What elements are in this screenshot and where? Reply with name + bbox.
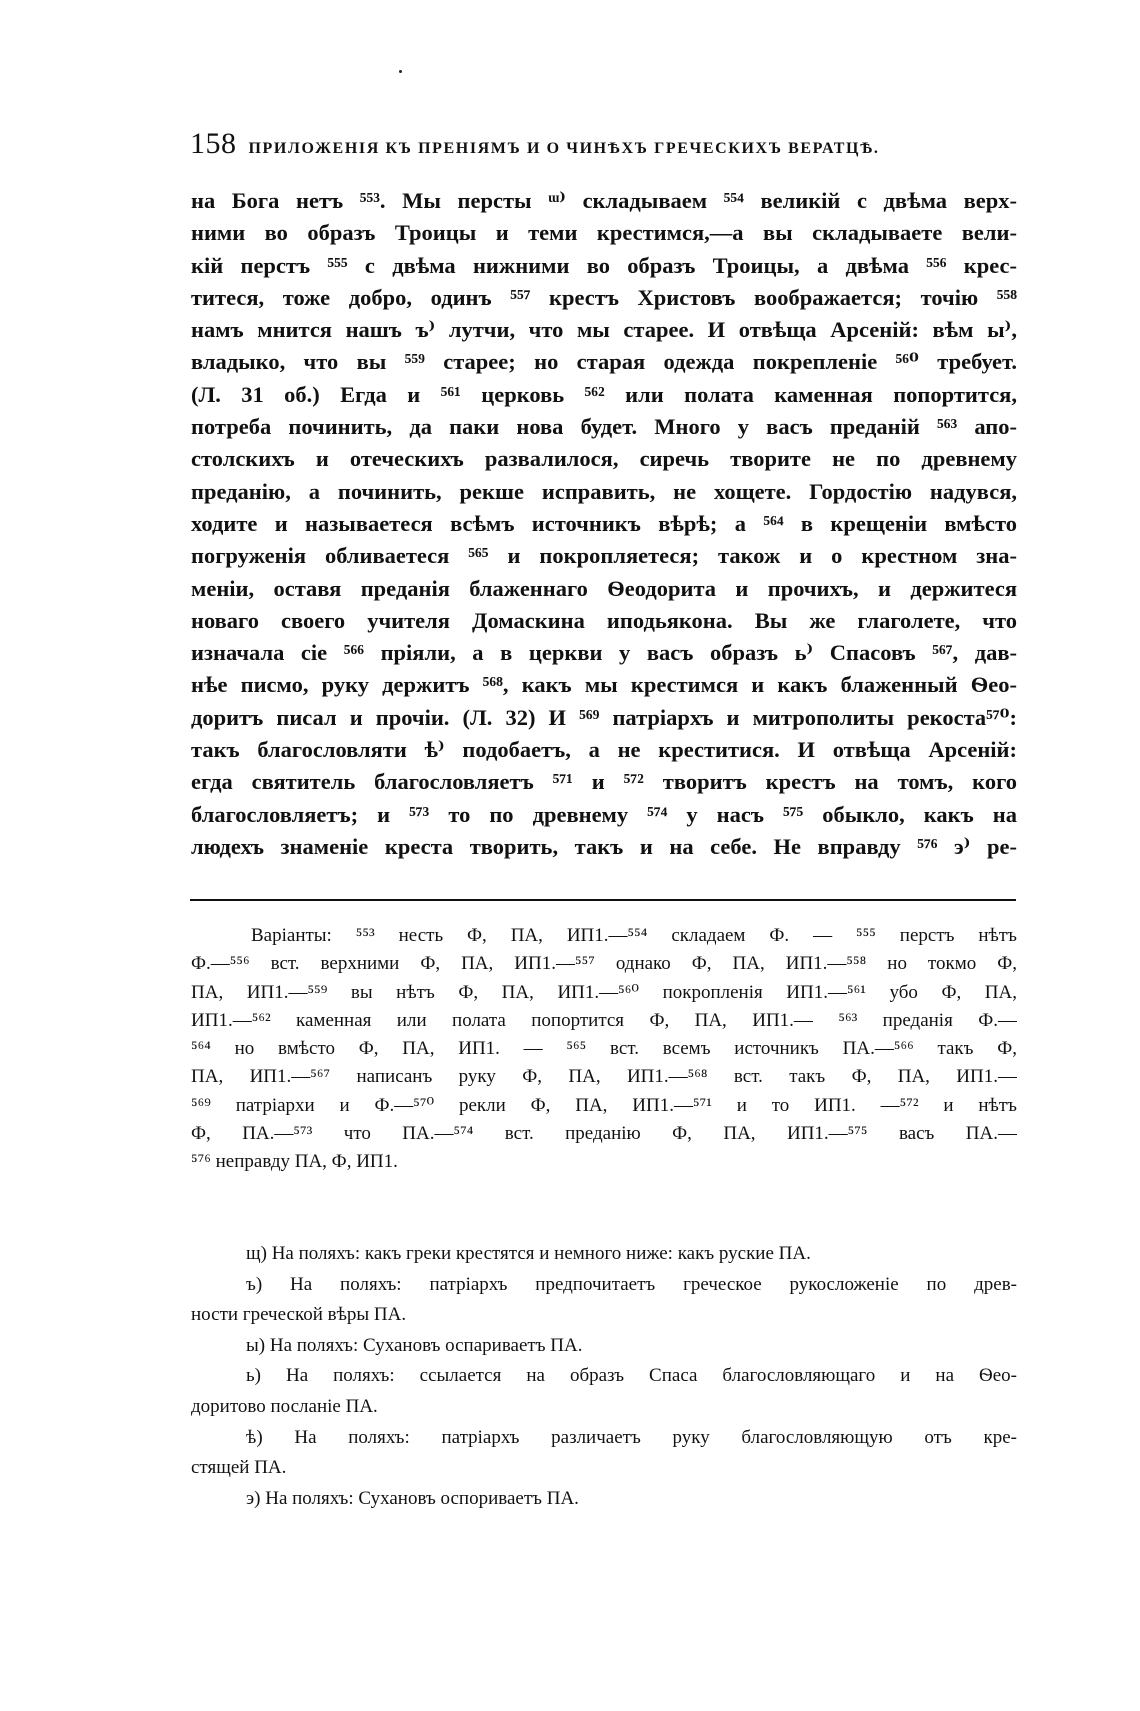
text-line: погруженія обливаетеся ⁵⁶⁵ и покропляетеся; також и о крестном зна- xyxy=(191,543,1017,569)
footnote xyxy=(191,1270,1017,1331)
footnote-divider xyxy=(190,899,1016,901)
footnote xyxy=(191,1239,1017,1270)
text-line: владыко, что вы ⁵⁵⁹ старее; но старая одежда покрепленіе ⁵⁶⁰ требует. xyxy=(191,349,1017,375)
text-line: егда святитель благословляетъ ⁵⁷¹ и ⁵⁷² творитъ крестъ на томъ, кого xyxy=(191,769,1017,795)
variants-line: ⁵⁶⁹ патріархи и Ф.—⁵⁷⁰ рекли Ф, ПА, ИП1.—⁵⁷¹ и то ИП1. —⁵⁷² и нѣтъ xyxy=(191,1094,1017,1116)
text-line: преданію, а починить, рекше исправить, не хощете. Гордостію надувся, xyxy=(191,478,1017,504)
text-line: на Бога нетъ ⁵⁵³. Мы персты ᵚ⁾ складываем ⁵⁵⁴ великій с двѣма верх- xyxy=(191,188,1017,213)
footnote-line: ности греческой вѣры ПА. xyxy=(191,1304,407,1326)
footnote xyxy=(191,1361,1017,1422)
footnote-line: э) На поляхъ: Сухановъ оспориваетъ ПА. xyxy=(246,1487,579,1509)
variants-line: Ф.—⁵⁵⁶ вст. верхними Ф, ПА, ИП1.—⁵⁵⁷ однако Ф, ПА, ИП1.—⁵⁵⁸ но токмо Ф, xyxy=(191,953,1017,975)
footnote-line: ъ) На поляхъ: патріархъ предпочитаетъ греческое рукосложеніе по древ- xyxy=(246,1273,1017,1295)
footnote-line: ѣ) На поляхъ: патріархъ различаетъ руку благословляющую отъ кре- xyxy=(246,1426,1017,1448)
text-line: ними во образъ Троицы и теми крестимся,—а вы складываете вели- xyxy=(191,220,1017,246)
text-line: титеся, тоже добро, одинъ ⁵⁵⁷ крестъ Христовъ воображается; точію ⁵⁵⁸ xyxy=(191,284,1017,310)
text-line: потреба починить, да паки нова будет. Много у васъ преданій ⁵⁶³ апо- xyxy=(191,414,1017,440)
text-line: людехъ знаменіе креста творить, такъ и на себе. Не вправду ⁵⁷⁶ э⁾ ре- xyxy=(191,833,1017,859)
running-title: ПРИЛОЖЕНІЯ КЪ ПРЕНІЯМЪ И О ЧИНѢХЪ ГРЕЧЕСКИХЪ ВЕРАТЦѢ. xyxy=(248,140,880,157)
page-number: 158 xyxy=(190,127,237,160)
text-line: изначала сіе ⁵⁶⁶ пріяли, а в церкви у васъ образъ ь⁾ Спасовъ ⁵⁶⁷, дав- xyxy=(191,640,1017,666)
text-line: столскихъ и отеческихъ развалилося, сиречь творите не по древнему xyxy=(191,446,1017,472)
footnote-line: ь) На поляхъ: ссылается на образъ Спаса благословляющаго и на Ѳео- xyxy=(246,1365,1017,1387)
text-line: доритъ писал и прочіи. (Л. 32) И ⁵⁶⁹ патріархъ и митрополиты рекоста⁵⁷⁰: xyxy=(191,704,1017,730)
variants-line: ПА, ИП1.—⁵⁶⁷ написанъ руку Ф, ПА, ИП1.—⁵⁶⁸ вст. такъ Ф, ПА, ИП1.— xyxy=(191,1066,1017,1088)
footnote xyxy=(191,1423,1017,1484)
footnote-line: щ) На поляхъ: какъ греки крестятся и немного ниже: какъ руские ПА. xyxy=(246,1243,811,1264)
footnote-line: стящей ПА. xyxy=(191,1457,287,1479)
marginal-footnotes xyxy=(191,1239,1017,1514)
footnote-line: доритово посланіе ПА. xyxy=(191,1395,378,1417)
running-header xyxy=(190,127,1015,161)
variants-line: ИП1.—⁵⁶² каменная или полата попортится Ф, ПА, ИП1.— ⁵⁶³ преданія Ф.— xyxy=(191,1009,1017,1031)
main-text xyxy=(191,185,1017,863)
variants-line: ⁵⁷⁶ неправду ПА, Ф, ИП1. xyxy=(191,1151,398,1173)
variants-line: ⁵⁶⁴ но вмѣсто Ф, ПА, ИП1. — ⁵⁶⁵ вст. всемъ источникъ ПА.—⁵⁶⁶ такъ Ф, xyxy=(191,1038,1017,1060)
footnote xyxy=(191,1484,1017,1515)
variants-line: Ф, ПА.—⁵⁷³ что ПА.—⁵⁷⁴ вст. преданію Ф, ПА, ИП1.—⁵⁷⁵ васъ ПА.— xyxy=(191,1123,1017,1145)
text-line: благословляетъ; и ⁵⁷³ то по древнему ⁵⁷⁴ у насъ ⁵⁷⁵ обыкло, какъ на xyxy=(191,801,1017,827)
footnote xyxy=(191,1331,1017,1362)
footnote-line: ы) На поляхъ: Сухановъ оспариваетъ ПА. xyxy=(246,1334,583,1356)
text-line: нѣе писмо, руку держитъ ⁵⁶⁸, какъ мы крестимся и какъ блаженный Ѳео- xyxy=(191,672,1017,698)
text-line: ходите и называетеся всѣмъ источникъ вѣрѣ; а ⁵⁶⁴ в крещеніи вмѣсто xyxy=(191,510,1017,536)
text-line: (Л. 31 об.) Егда и ⁵⁶¹ церковь ⁵⁶² или полата каменная попортится, xyxy=(191,381,1017,407)
variants-line: Варіанты: ⁵⁵³ несть Ф, ПА, ИП1.—⁵⁵⁴ складаем Ф. — ⁵⁵⁵ перстъ нѣтъ xyxy=(251,925,1017,946)
ink-dot xyxy=(399,70,402,73)
text-line: намъ мнится нашъ ъ⁾ лутчи, что мы старее. И отвѣща Арсеній: вѣм ы⁾, xyxy=(191,317,1017,343)
text-line: такъ благословляти ѣ⁾ подобаетъ, а не креститися. И отвѣща Арсеній: xyxy=(191,737,1017,763)
text-line: меніи, оставя преданія блаженнаго Ѳеодорита и прочихъ, и держитеся xyxy=(191,575,1017,601)
text-line: новаго своего учителя Домаскина иподьякона. Вы же глаголете, что xyxy=(191,607,1017,633)
variants-apparatus xyxy=(191,922,1017,1177)
text-line: кій перстъ ⁵⁵⁵ с двѣма нижними во образъ Троицы, а двѣма ⁵⁵⁶ крес- xyxy=(191,252,1017,278)
variants-line: ПА, ИП1.—⁵⁵⁹ вы нѣтъ Ф, ПА, ИП1.—⁵⁶⁰ покропленія ИП1.—⁵⁶¹ убо Ф, ПА, xyxy=(191,981,1017,1003)
